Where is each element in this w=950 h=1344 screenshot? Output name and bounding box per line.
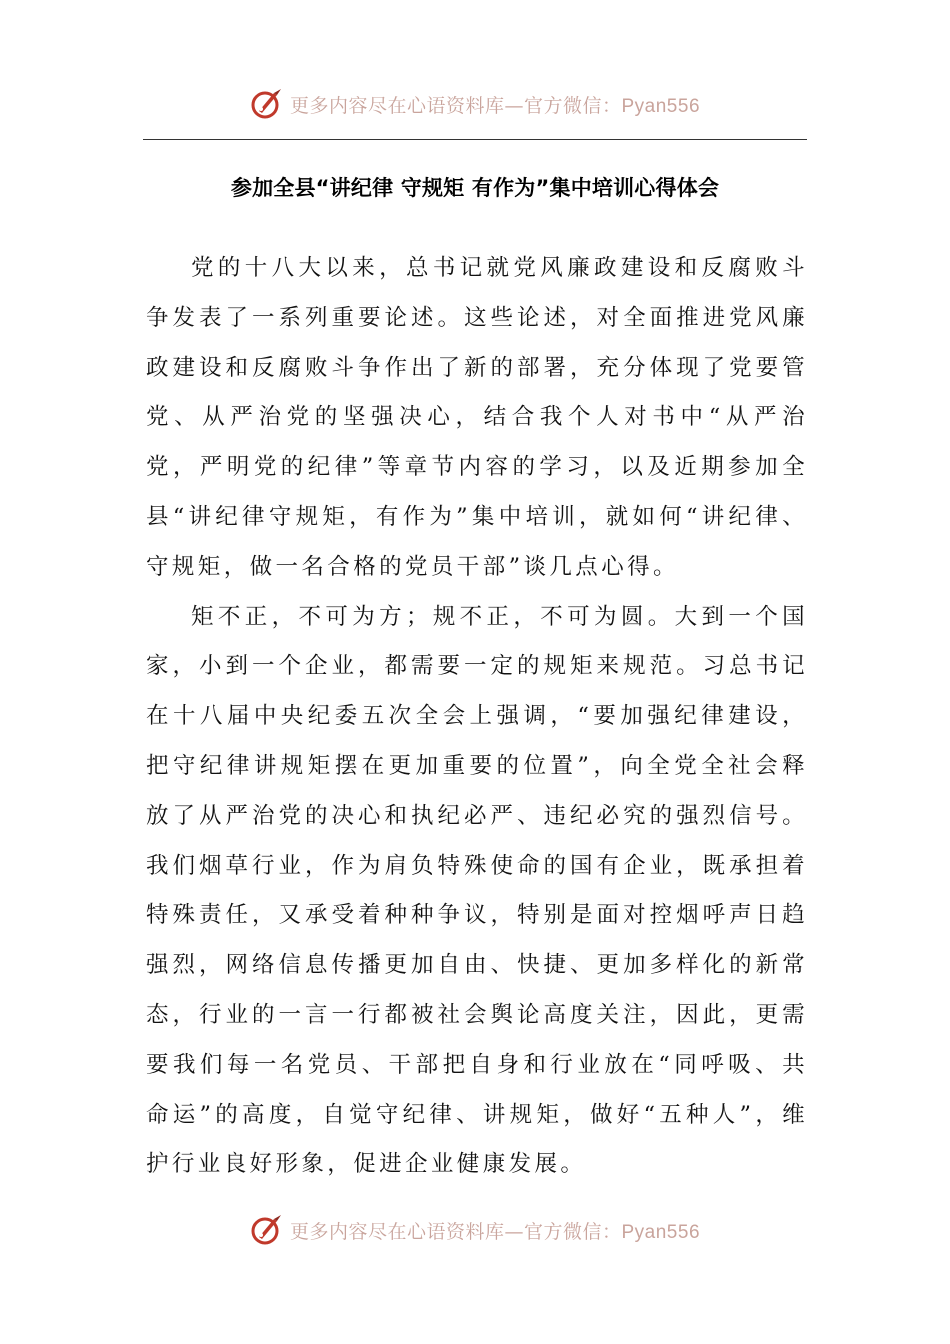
header-divider <box>143 139 807 140</box>
watermark-text <box>290 91 700 118</box>
document-title: 参加全县“讲纪律 守规矩 有作为”集中培训心得体会 <box>230 176 720 200</box>
watermark-wechat: Pyan556 <box>621 95 701 117</box>
quill-seal-icon <box>250 87 284 121</box>
paragraph: 矩不正，不可为方；规不正，不可为圆。大到一个国家，小到一个企业，都需要一定的规矩来规范。习总书记在十八届中央纪委五次全会上强调，“要加强纪律建设，把守纪律讲规矩摆在更加重要的位置”，向全党全社会释放了从严治党的决心和执纪必严、违纪必究的强烈信号。我们烟草行业，作为肩负特殊使命的国有企业，既承担着特殊责任，又承受着种种争议，特别是面对控烟呼声日趋强烈，网络信息传播更加自由、快捷、更加多样化的新常态，行业的一言一行都被社会舆论高度关注，因此，更需要我们每一名党员、干部把自身和行业放在“同呼吸、共命运”的高度，自觉守纪律、讲规矩，做好“五种人”，维护行业良好形象，促进企业健康发展。 <box>146 603 808 1178</box>
quill-seal-icon <box>250 1213 284 1247</box>
header-watermark <box>0 84 950 124</box>
document-body <box>146 244 808 1190</box>
watermark-prefix: 更多内容尽在心语资料库—官方微信： <box>289 94 622 117</box>
footer-watermark <box>0 1210 950 1250</box>
watermark-prefix: 更多内容尽在心语资料库—官方微信： <box>289 1220 622 1243</box>
paragraph: 党的十八大以来，总书记就党风廉政建设和反腐败斗争发表了一系列重要论述。这些论述，对全面推进党风廉政建设和反腐败斗争作出了新的部署，充分体现了党要管党、从严治党的坚强决心，结合我个人对书中“从严治党，严明党的纪律”等章节内容的学习，以及近期参加全县“讲纪律守规矩，有作为”集中培训，就如何“讲纪律、守规矩，做一名合格的党员干部”谈几点心得。 <box>146 255 808 580</box>
watermark-text <box>290 1217 700 1244</box>
watermark-wechat: Pyan556 <box>621 1221 701 1243</box>
